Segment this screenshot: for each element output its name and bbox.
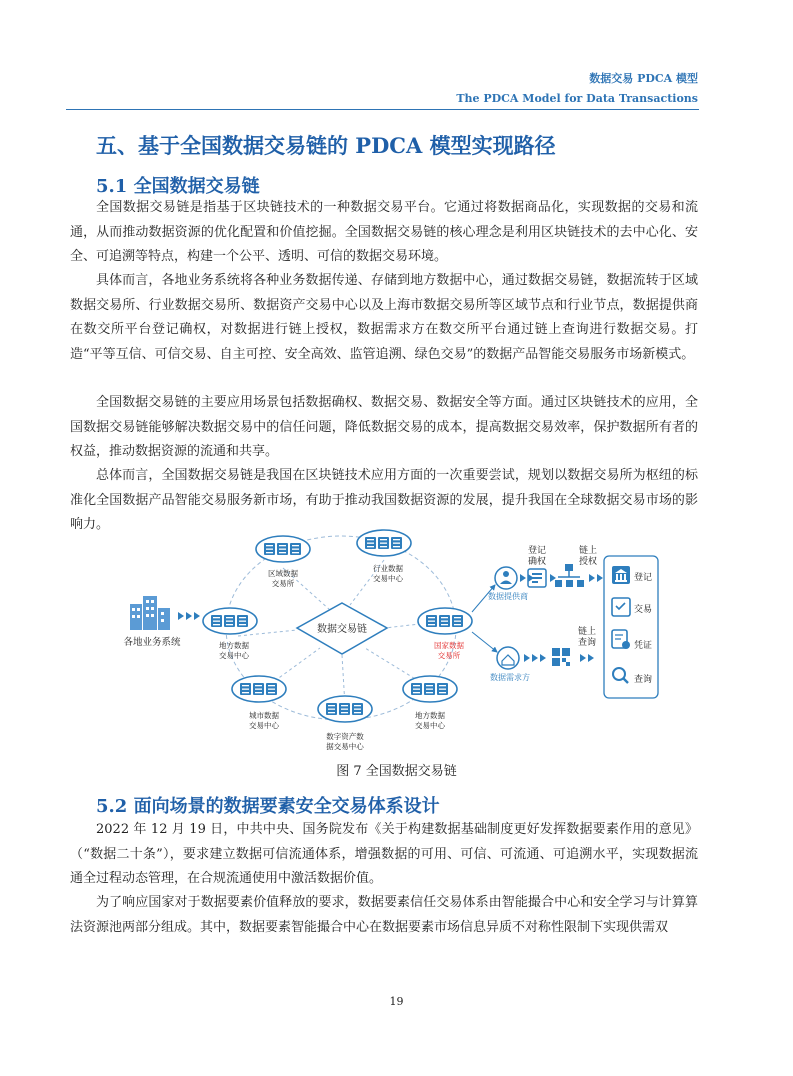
step-query-2: 查询 (577, 638, 597, 648)
authorize-tree-icon (555, 564, 584, 587)
node-label-line-1: 数字资产数 (326, 732, 364, 741)
flow-arrows-icon (178, 612, 200, 620)
paragraph: 为了响应国家对于数据要素价值释放的要求，数据要素信任交易体系由智能撮合中心和安全学习与计算算法资源池两部分组成。其中，数据要素智能撮合中心在数据要素市场信息异质不对称性限制下实现供需双 (70, 895, 698, 935)
exchange-node-asset (318, 696, 372, 751)
server-icon (426, 615, 463, 627)
service-label-trade: 交易 (634, 605, 653, 615)
node-label-line-1: 城市数据 (249, 711, 279, 720)
center-node (297, 603, 387, 654)
node-label-line-2: 交易中心 (219, 651, 249, 660)
node-label-line-2: 交易所 (271, 579, 295, 588)
node-label-line-2: 据交易中心 (326, 742, 364, 751)
server-icon (264, 543, 301, 555)
node-label-line-1: 国家数据 (434, 641, 464, 650)
paragraph: 具体而言，各地业务系统将各种业务数据传递、存储到地方数据中心，通过数据交易链，数据流转于区域数据交易所、行业数据交易所、数据资产交易中心以及上海市数据交易所等区域节点和行业节点，数据提供商在数交所平台登记确权，对数据进行链上授权，数据需求方在数交所平台通过链上查询进行数据交易。打造“平等互信、可信交易、自主可控、安全高效、监管追溯、绿色交易”的数据产品智能交易服务市场新模式。 (70, 273, 698, 362)
paragraph: 总体而言，全国数据交易链是我国在区块链技术应用方面的一次重要尝试，规划以数据交易所为枢纽的标准化全国数据产品智能交易服务新市场，有助于推动我国数据资源的发展，提升我国在全球数据交易市场的影响力。 (70, 468, 698, 532)
subsection-title-1: 5.1 全国数据交易链 (96, 176, 260, 197)
figure-caption: 图 7 全国数据交易链 (336, 764, 457, 779)
flow-arrows-icon (520, 574, 534, 582)
server-icon (365, 537, 402, 549)
server-icon (326, 703, 363, 715)
step-authorize-1: 链上 (578, 546, 598, 556)
register-service-icon (612, 566, 630, 584)
server-icon (211, 615, 248, 627)
certificate-service-icon (612, 630, 630, 649)
subsection-title-2: 5.2 面向场景的数据要素安全交易体系设计 (96, 796, 440, 817)
demander-branch (472, 625, 596, 682)
node-label-line-1: 行业数据 (373, 564, 403, 573)
node-label-line-2: 交易中心 (373, 574, 403, 583)
center-label: 数据交易链 (317, 624, 367, 635)
exchange-node-city (232, 676, 286, 730)
node-label-line-2: 交易中心 (415, 721, 445, 730)
exchange-node-national (418, 608, 472, 660)
service-label-certificate: 凭证 (634, 641, 653, 651)
paragraph: 2022 年 12 月 19 日，中共中央、国务院发布《关于构建数据基础制度更好发挥数据要素作用的意见》（“数据二十条”），要求建立数据可信流通体系，增强数据的可用、可信、可流通、可追溯水平，实现数据流通全过程动态管理，在合规流通使用中激活数据价值。 (70, 822, 698, 886)
trade-service-icon (612, 598, 630, 616)
server-icon (411, 683, 448, 695)
provider-label: 数据提供商 (488, 592, 528, 601)
demander-icon (497, 647, 519, 669)
provider-icon (495, 567, 517, 589)
running-header-en: The PDCA Model for Data Transactions (456, 92, 698, 105)
step-register-1: 登记 (527, 546, 547, 556)
source-label: 各地业务系统 (123, 637, 181, 648)
exchange-node-industry (357, 530, 411, 583)
exchange-node-regional (256, 536, 310, 588)
exchange-node-local_bottom (403, 676, 457, 730)
step-register-2: 确权 (527, 557, 547, 567)
page-number: 19 (389, 995, 404, 1008)
node-label-line-1: 地方数据 (415, 711, 445, 720)
paragraph: 全国数据交易链的主要应用场景包括数据确权、数据交易、数据安全等方面。通过区块链技术的应用，全国数据交易链能够解决数据交易中的信任问题，降低数据交易的成本，提高数据交易效率，保护数据所有者的权益，推动数据资源的流通和共享。 (70, 395, 698, 459)
step-query-1: 链上 (577, 627, 597, 637)
service-panel (604, 556, 658, 698)
service-label-register: 登记 (634, 573, 653, 583)
section-title: 五、基于全国数据交易链的 PDCA 模型实现路径 (96, 133, 556, 158)
node-label-line-2: 交易所 (437, 651, 461, 660)
node-label-line-2: 交易中心 (249, 721, 279, 730)
source-system (123, 596, 200, 648)
paragraph: 全国数据交易链是指基于区块链技术的一种数据交易平台。它通过将数据商品化，实现数据的交易和流通，从而推动数据资源的优化配置和价值挖掘。全国数据交易链的核心理念是利用区块链技术的去中心化、安全、可追溯等特点，构建一个公平、透明、可信的数据交易环境。 (70, 200, 698, 264)
demander-label: 数据需求方 (490, 673, 530, 682)
provider-branch (472, 544, 603, 612)
exchange-node-local_top (203, 608, 257, 660)
server-icon (240, 683, 277, 695)
step-authorize-2: 授权 (578, 557, 598, 567)
running-header-cn: 数据交易 PDCA 模型 (589, 72, 698, 85)
flow-arrows-icon (524, 654, 546, 662)
node-label-line-1: 区域数据 (268, 569, 298, 578)
service-label-query: 查询 (634, 675, 653, 685)
node-label-line-1: 地方数据 (219, 641, 249, 650)
query-qr-icon (552, 648, 570, 666)
